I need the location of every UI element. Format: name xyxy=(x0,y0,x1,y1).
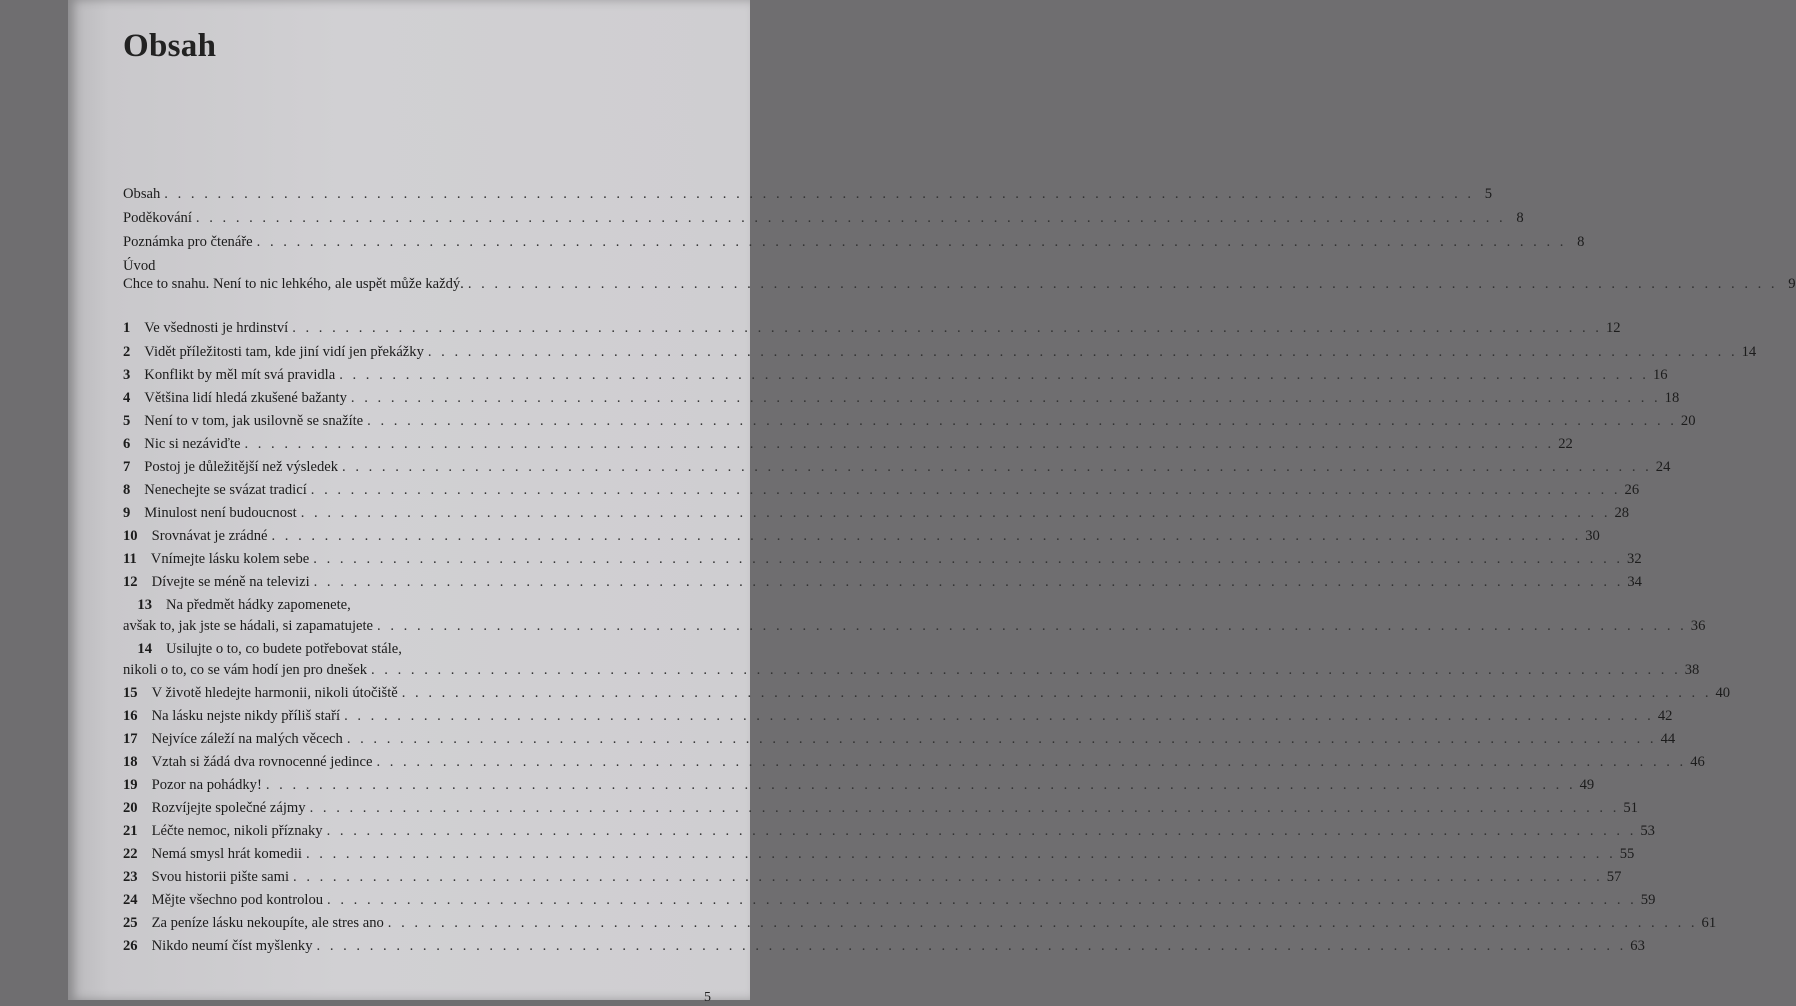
toc-leader xyxy=(306,846,1616,863)
toc-leader xyxy=(327,892,1637,909)
chapter-page: 57 xyxy=(1606,869,1622,885)
toc-entry-page: 9 xyxy=(1788,276,1796,292)
chapter-page: 34 xyxy=(1627,574,1642,590)
toc-entry-text: Obsah xyxy=(123,186,161,202)
chapter-entry xyxy=(123,597,778,614)
chapter-number: 23 xyxy=(123,869,138,885)
chapter-number: 18 xyxy=(123,754,138,770)
toc-leader xyxy=(293,869,1603,886)
chapter-number: 5 xyxy=(123,413,131,429)
chapter-page: 53 xyxy=(1640,823,1655,839)
chapter-page: 18 xyxy=(1664,390,1680,406)
chapter-title: Usilujte o to, co budete potřebovat stále, xyxy=(166,641,402,657)
toc-leader xyxy=(164,186,1474,203)
chapter-entry xyxy=(123,320,1621,337)
chapter-title: V životě hledejte harmonii, nikoli útočiště xyxy=(151,685,398,701)
toc-entry xyxy=(123,210,1524,227)
toc-entry-page: 8 xyxy=(1577,234,1585,250)
chapter-title-continued: nikoli o to, co se vám hodí jen pro dnešek xyxy=(123,662,367,678)
chapter-page: 36 xyxy=(1690,618,1706,634)
chapter-page: 14 xyxy=(1741,344,1757,360)
chapter-title: Nejvíce záleží na malých věcech xyxy=(151,731,343,747)
chapter-entry xyxy=(123,551,1642,568)
chapter-number: 17 xyxy=(123,731,138,747)
chapter-entry xyxy=(123,708,1673,725)
toc-entry-page: 5 xyxy=(1484,186,1493,202)
chapter-number: 8 xyxy=(123,482,131,498)
chapter-entry xyxy=(123,754,1705,771)
toc-leader xyxy=(377,618,1687,635)
toc-leader xyxy=(301,505,1611,522)
chapter-title: Nikdo neumí číst myšlenky xyxy=(151,938,313,954)
toc-leader xyxy=(266,777,1576,794)
toc-leader xyxy=(196,210,1506,227)
page-title: Obsah xyxy=(123,28,217,64)
chapter-title: Za peníze lásku nekoupíte, ale stres ano xyxy=(151,915,384,931)
chapter-page: 20 xyxy=(1680,413,1696,429)
chapter-title: Pozor na pohádky! xyxy=(151,777,262,793)
chapter-page: 16 xyxy=(1652,367,1668,383)
toc-leader xyxy=(314,574,1624,591)
chapter-entry xyxy=(123,390,1680,407)
chapter-entry xyxy=(123,731,1676,748)
chapter-entry xyxy=(123,413,1696,430)
chapter-page: 24 xyxy=(1655,459,1671,475)
toc-leader xyxy=(468,276,1778,293)
book-page xyxy=(68,0,1796,1005)
toc-entry xyxy=(123,186,1493,203)
toc-entry-page: 8 xyxy=(1516,210,1524,226)
chapter-page: 59 xyxy=(1640,892,1656,908)
chapter-page: 30 xyxy=(1585,528,1600,544)
chapter-entry xyxy=(123,482,1640,499)
chapter-number: 24 xyxy=(123,892,138,908)
chapter-page: 42 xyxy=(1657,708,1673,724)
chapter-title: Svou historii pište sami xyxy=(151,869,290,885)
toc-leader xyxy=(342,459,1652,476)
toc-leader xyxy=(244,436,1554,453)
chapter-number: 20 xyxy=(123,800,138,816)
chapter-title: Ve všednosti je hrdinství xyxy=(144,320,289,336)
toc-entry xyxy=(123,258,778,275)
chapter-title: Nemá smysl hrát komedii xyxy=(151,846,302,862)
toc-entry-text: Úvod xyxy=(123,258,156,274)
chapter-number: 6 xyxy=(123,436,131,452)
chapter-number: 3 xyxy=(123,367,131,383)
chapter-page: 12 xyxy=(1605,320,1621,336)
chapter-entry xyxy=(123,869,1622,886)
toc-entry xyxy=(123,234,1585,251)
chapter-page: 32 xyxy=(1627,551,1642,567)
chapter-entry xyxy=(123,777,1595,794)
chapter-entry xyxy=(123,892,1656,909)
toc-leader xyxy=(339,367,1649,384)
chapter-entry-continued xyxy=(123,618,1706,635)
toc-leader xyxy=(351,390,1661,407)
toc-leader xyxy=(388,915,1698,932)
toc-leader xyxy=(317,938,1627,955)
chapter-entry xyxy=(123,823,1655,840)
chapter-number: 4 xyxy=(123,390,131,406)
toc-entry-text: Chce to snahu. Není to nic lehkého, ale uspět může každý. xyxy=(123,276,464,292)
chapter-title-continued: avšak to, jak jste se hádali, si zapamatujete xyxy=(123,618,374,634)
toc-leader xyxy=(428,344,1738,361)
chapter-title: Na předmět hádky zapomenete, xyxy=(166,597,351,613)
chapter-number: 12 xyxy=(123,574,138,590)
chapter-entry xyxy=(123,685,1731,702)
toc-leader xyxy=(292,320,1602,337)
toc-leader xyxy=(257,234,1567,251)
chapter-entry xyxy=(123,344,1757,361)
chapter-number: 11 xyxy=(123,551,137,567)
chapter-page: 28 xyxy=(1614,505,1630,521)
toc-entry-text: Poděkování xyxy=(123,210,192,226)
chapter-number: 14 xyxy=(137,641,152,657)
chapter-number: 22 xyxy=(123,846,138,862)
chapter-title: Konflikt by měl mít svá pravidla xyxy=(144,367,336,383)
chapter-number: 16 xyxy=(123,708,138,724)
chapter-entry xyxy=(123,800,1638,817)
chapter-number: 2 xyxy=(123,344,131,360)
chapter-page: 51 xyxy=(1623,800,1638,816)
chapter-entry xyxy=(123,846,1635,863)
chapter-page: 49 xyxy=(1579,777,1595,793)
toc-leader xyxy=(367,413,1677,430)
toc-leader xyxy=(313,551,1623,568)
toc-entry-text: Poznámka pro čtenáře xyxy=(123,234,253,250)
chapter-number: 21 xyxy=(123,823,138,839)
chapter-title: Nic si nezáviďte xyxy=(144,436,241,452)
chapter-number: 1 xyxy=(123,320,131,336)
toc-entry xyxy=(123,276,1796,293)
chapter-number: 25 xyxy=(123,915,138,931)
chapter-entry xyxy=(123,574,1642,591)
chapter-entry-continued xyxy=(123,662,1700,679)
chapter-title: Léčte nemoc, nikoli příznaky xyxy=(151,823,323,839)
toc-leader xyxy=(271,528,1581,545)
chapter-page: 26 xyxy=(1624,482,1640,498)
chapter-entry xyxy=(123,459,1671,476)
chapter-page: 46 xyxy=(1690,754,1705,770)
chapter-title: Vztah si žádá dva rovnocenné jedince xyxy=(151,754,373,770)
chapter-title: Postoj je důležitější než výsledek xyxy=(144,459,339,475)
chapter-page: 44 xyxy=(1660,731,1676,747)
chapter-page: 38 xyxy=(1684,662,1700,678)
chapter-number: 9 xyxy=(123,505,131,521)
chapter-number: 19 xyxy=(123,777,138,793)
chapter-page: 40 xyxy=(1715,685,1731,701)
toc-leader xyxy=(376,754,1686,771)
chapter-title: Vnímejte lásku kolem sebe xyxy=(150,551,310,567)
chapter-number: 15 xyxy=(123,685,138,701)
chapter-entry xyxy=(123,436,1573,453)
toc-leader xyxy=(310,800,1620,817)
chapter-title: Mějte všechno pod kontrolou xyxy=(151,892,324,908)
chapter-entry xyxy=(123,915,1717,932)
chapter-entry xyxy=(123,505,1630,522)
chapter-title: Srovnávat je zrádné xyxy=(151,528,268,544)
chapter-title: Není to v tom, jak usilovně se snažíte xyxy=(144,413,364,429)
toc-leader xyxy=(371,662,1681,679)
chapter-title: Minulost není budoucnost xyxy=(144,505,297,521)
chapter-entry xyxy=(123,367,1668,384)
chapter-entry xyxy=(123,938,1645,955)
chapter-number: 10 xyxy=(123,528,138,544)
toc-leader xyxy=(347,731,1657,748)
chapter-number: 7 xyxy=(123,459,131,475)
chapter-entry xyxy=(123,528,1600,545)
toc-leader xyxy=(402,685,1712,702)
chapter-page: 22 xyxy=(1558,436,1573,452)
chapter-title: Nenechejte se svázat tradicí xyxy=(144,482,307,498)
chapter-page: 55 xyxy=(1619,846,1635,862)
chapter-title: Dívejte se méně na televizi xyxy=(151,574,310,590)
chapter-title: Na lásku nejste nikdy příliš staří xyxy=(151,708,341,724)
toc-leader xyxy=(327,823,1637,840)
toc-leader xyxy=(311,482,1621,499)
toc-leader xyxy=(344,708,1654,725)
chapter-title: Většina lidí hledá zkušené bažanty xyxy=(144,390,347,406)
chapter-page: 63 xyxy=(1630,938,1645,954)
chapter-page: 61 xyxy=(1701,915,1717,931)
chapter-entry xyxy=(123,641,778,658)
chapter-number: 26 xyxy=(123,938,138,954)
chapter-title: Rozvíjejte společné zájmy xyxy=(151,800,306,816)
chapter-title: Vidět příležitosti tam, kde jiní vidí jen překážky xyxy=(144,344,424,360)
chapter-number: 13 xyxy=(137,597,152,613)
page-number: 5 xyxy=(704,990,711,1005)
